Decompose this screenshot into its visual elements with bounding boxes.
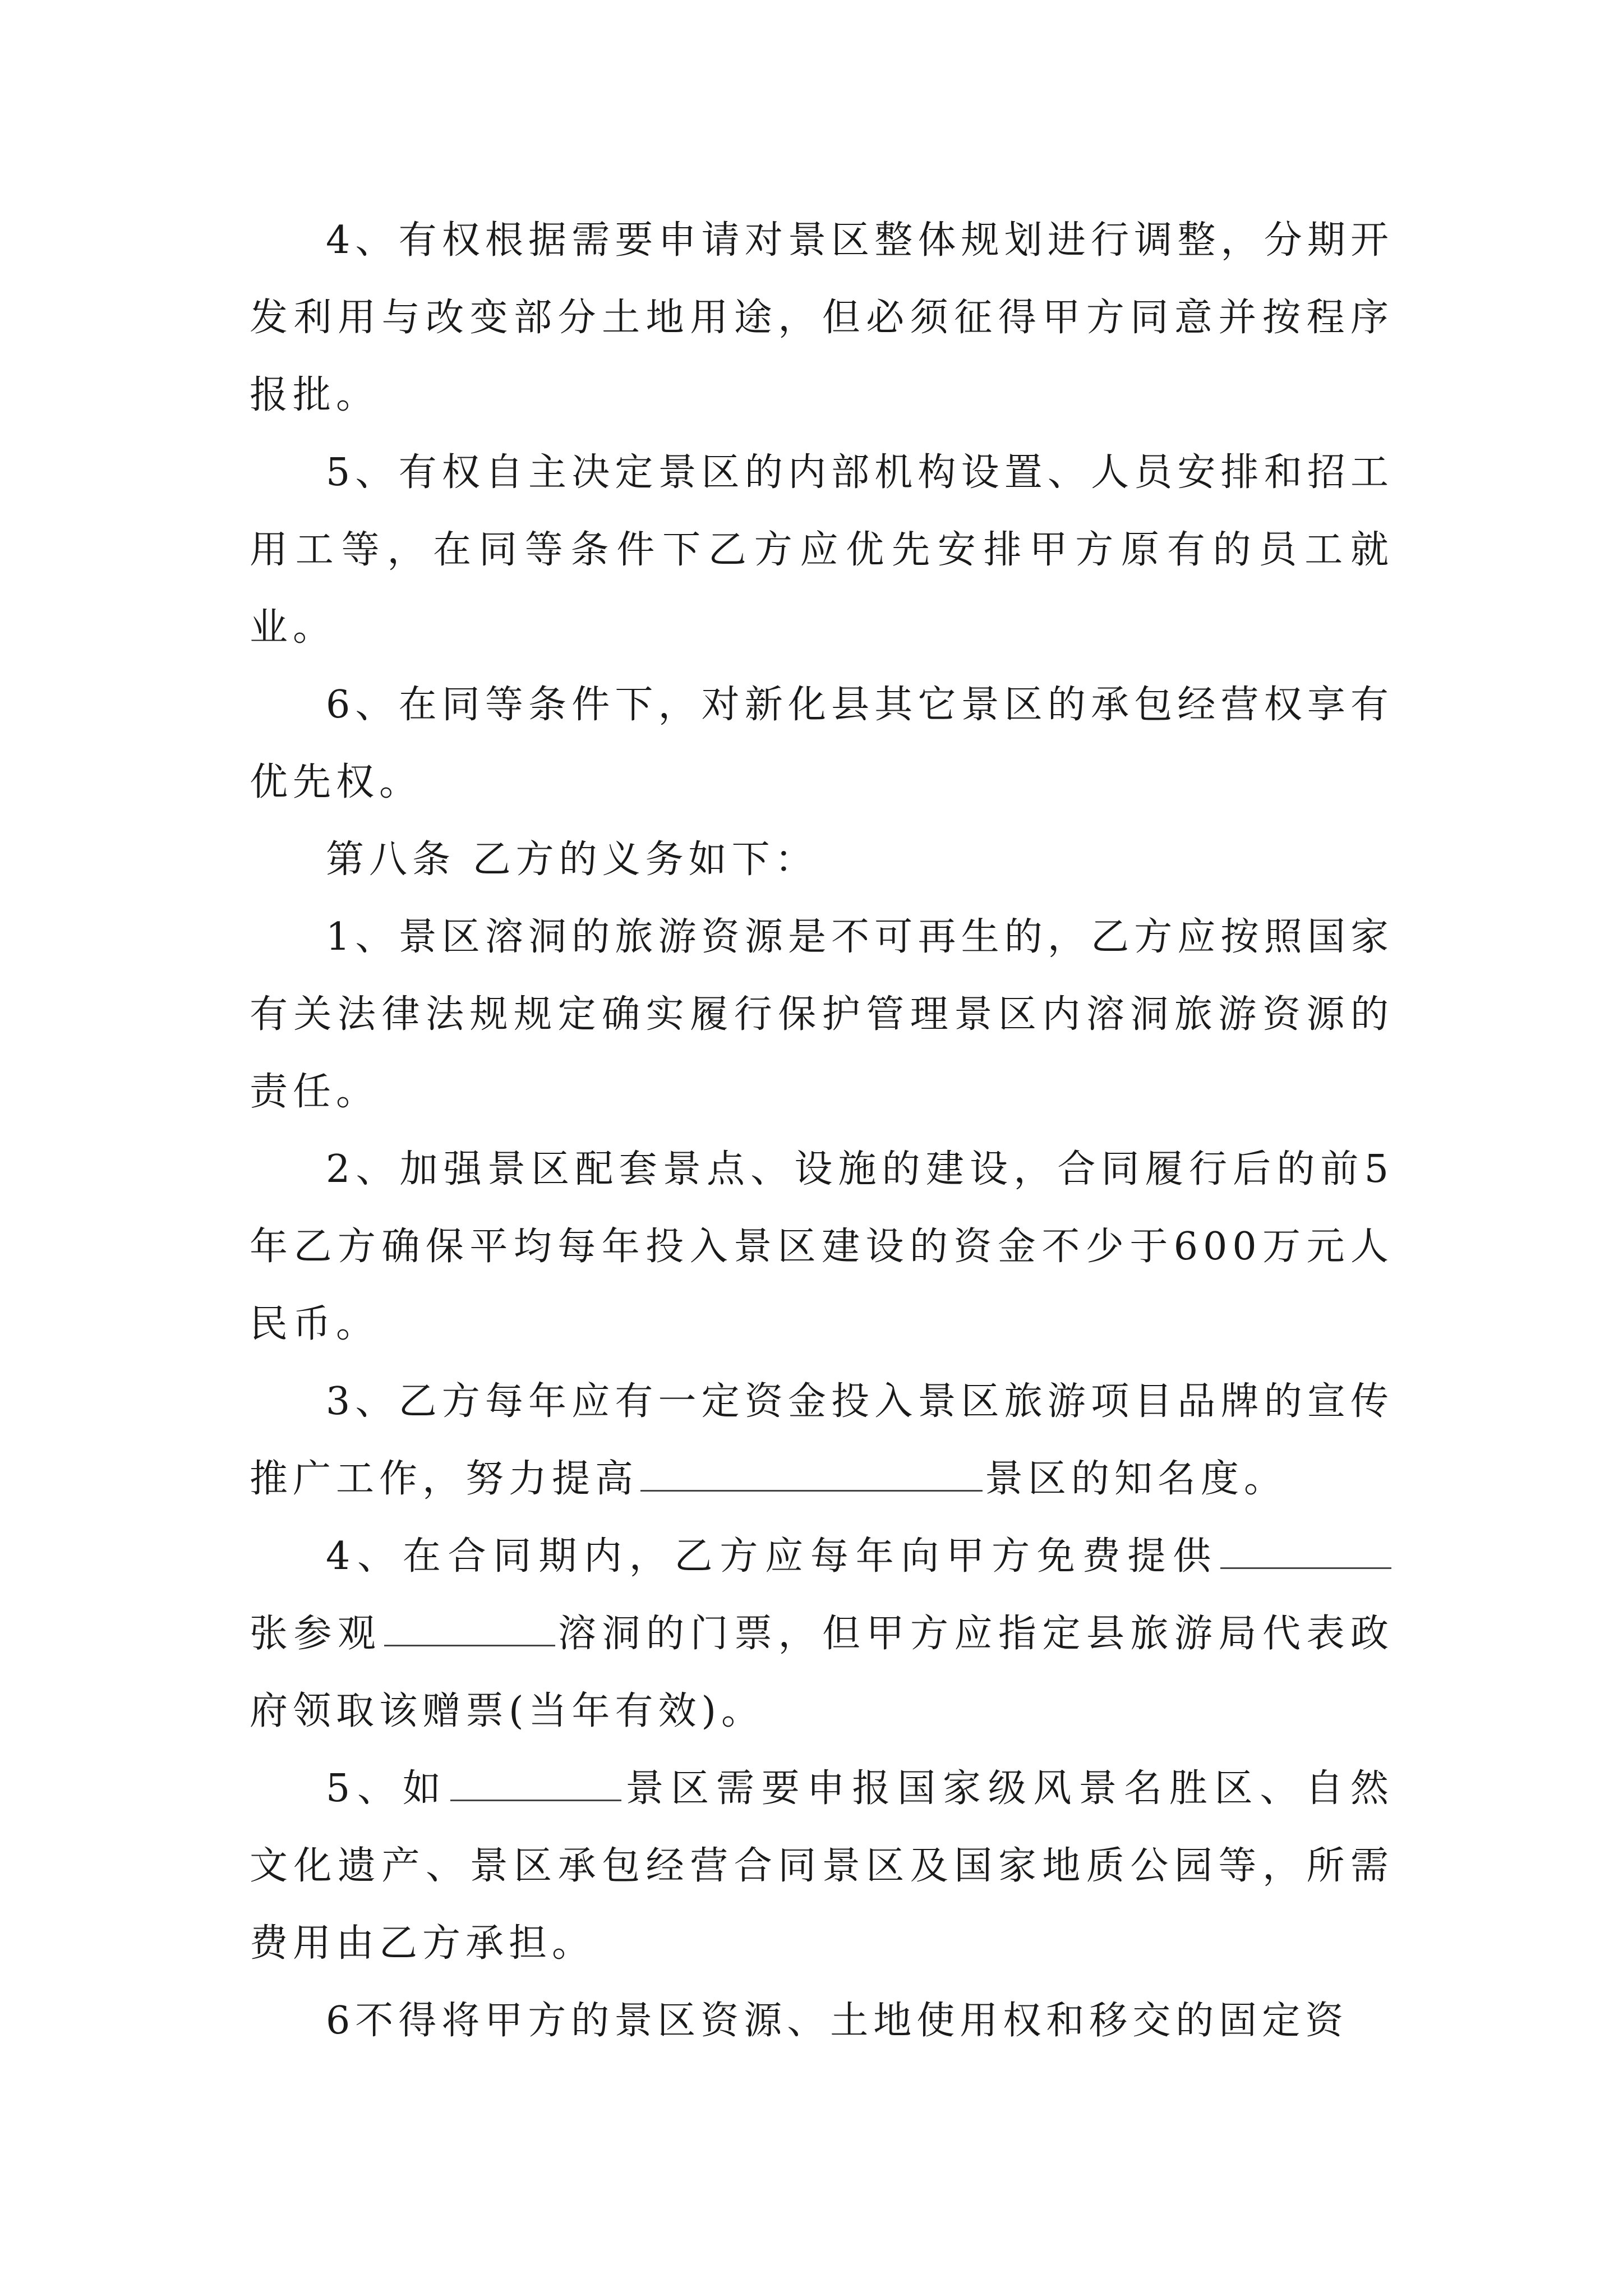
obligation-5-text-before: 5、如 <box>326 1766 448 1811</box>
clause-4-rights: 4、有权根据需要申请对景区整体规划进行调整，分期开发利用与改变部分土地用途，但必须征得甲方同意并按程序报批。 <box>250 218 1394 417</box>
article-8-heading: 第八条 乙方的义务如下： <box>326 838 818 882</box>
obligation-2: 2、加强景区配套景点、设施的建设，合同履行后的前5年乙方确保平均每年投入景区建设的资金不少于600万元人民币。 <box>250 1147 1394 1346</box>
obligation-4-text-before: 4、在合同期内，乙方应每年向甲方免费提供 <box>326 1534 1218 1579</box>
obligation-4 <box>250 1518 1394 1750</box>
obligation-6: 6不得将甲方的景区资源、土地使用权和移交的固定资 <box>326 1999 1349 2043</box>
obligation-5-text-after: 景区需要申报国家级风景名胜区、自然文化遗产、景区承包经营合同景区及国家地质公园等，所需费用由乙方承担。 <box>250 1766 1394 1966</box>
obligation-5 <box>250 1750 1394 1982</box>
contract-body <box>250 202 1394 2060</box>
fill-blank-cave-name <box>384 1611 555 1646</box>
obligation-4-text-middle: 张参观 <box>250 1612 382 1656</box>
fill-blank-scenic-name <box>640 1456 983 1492</box>
fill-blank-ticket-count <box>1220 1534 1391 1569</box>
fill-blank-scenic-area <box>450 1766 621 1801</box>
obligation-3-text-before: 3、乙方每年应有一定资金投入景区旅游项目品牌的宣传推广工作，努力提高 <box>250 1379 1394 1501</box>
obligation-3 <box>250 1363 1394 1518</box>
clause-6-rights: 6、在同等条件下，对新化县其它景区的承包经营权享有优先权。 <box>250 683 1394 804</box>
obligation-4-text-after: 溶洞的门票，但甲方应指定县旅游局代表政府领取该赠票(当年有效)。 <box>250 1612 1394 1733</box>
clause-5-rights: 5、有权自主决定景区的内部机构设置、人员安排和招工用工等，在同等条件下乙方应优先安排甲方原有的员工就业。 <box>250 450 1394 650</box>
obligation-3-text-after: 景区的知名度。 <box>985 1457 1288 1501</box>
obligation-1: 1、景区溶洞的旅游资源是不可再生的，乙方应按照国家有关法律法规规定确实履行保护管理景区内溶洞旅游资源的责任。 <box>250 915 1394 1114</box>
